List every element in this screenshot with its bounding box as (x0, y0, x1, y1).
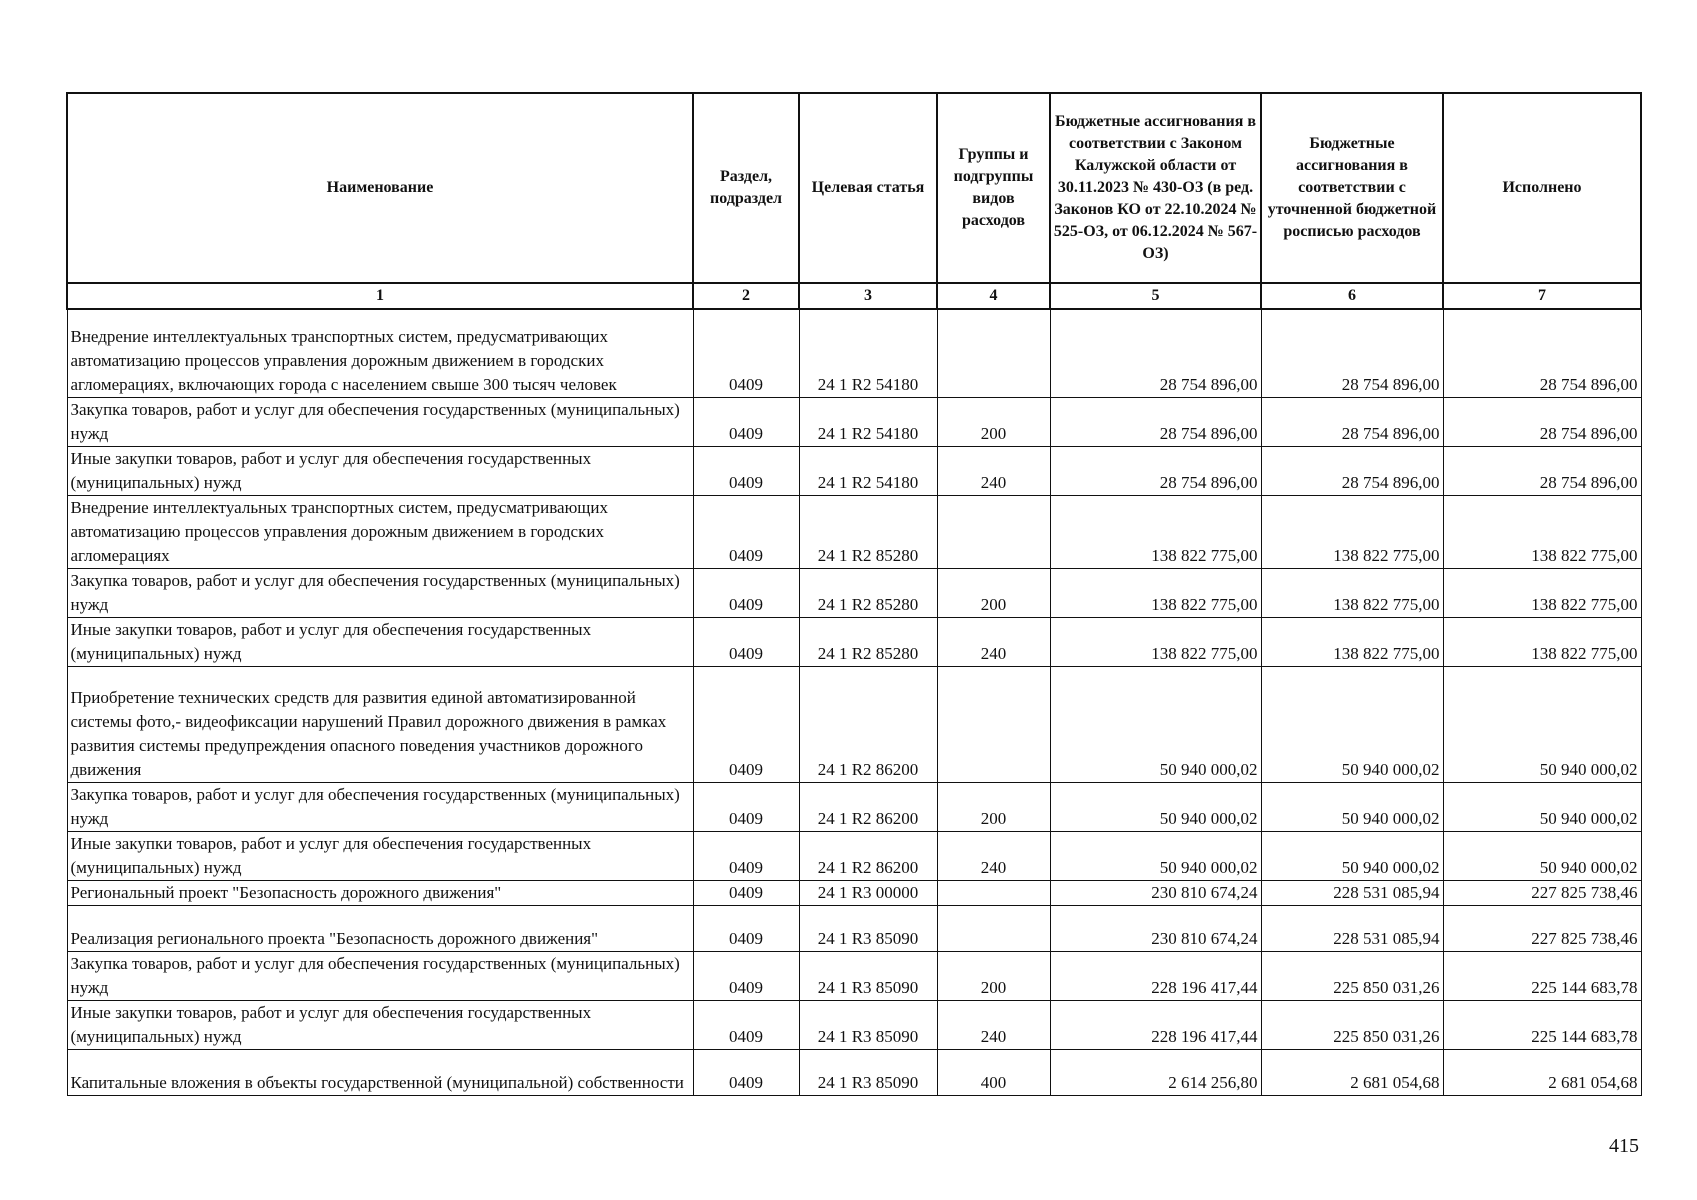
row-budget-law: 2 614 256,80 (1050, 1049, 1261, 1095)
row-name: Реализация регионального проекта "Безопасность дорожного движения" (67, 905, 693, 951)
row-article: 24 1 R2 86200 (799, 831, 937, 880)
row-section: 0409 (693, 495, 799, 568)
row-budget-refined: 138 822 775,00 (1261, 568, 1443, 617)
row-budget-law: 50 940 000,02 (1050, 782, 1261, 831)
row-section: 0409 (693, 1000, 799, 1049)
column-number: 5 (1050, 283, 1261, 309)
row-group: 200 (937, 782, 1050, 831)
row-section: 0409 (693, 905, 799, 951)
row-budget-refined: 28 754 896,00 (1261, 446, 1443, 495)
row-budget-law: 138 822 775,00 (1050, 617, 1261, 666)
column-number: 2 (693, 283, 799, 309)
row-budget-refined: 28 754 896,00 (1261, 309, 1443, 397)
table-row (67, 1049, 1641, 1095)
row-section: 0409 (693, 880, 799, 905)
row-group (937, 309, 1050, 397)
row-executed: 138 822 775,00 (1443, 495, 1641, 568)
row-executed: 2 681 054,68 (1443, 1049, 1641, 1095)
row-budget-refined: 228 531 085,94 (1261, 905, 1443, 951)
table-row (67, 568, 1641, 617)
row-budget-law: 230 810 674,24 (1050, 880, 1261, 905)
row-group: 200 (937, 568, 1050, 617)
row-budget-law: 138 822 775,00 (1050, 568, 1261, 617)
row-executed: 138 822 775,00 (1443, 568, 1641, 617)
row-name: Иные закупки товаров, работ и услуг для обеспечения государственных (муниципальных) нужд (67, 617, 693, 666)
table-row (67, 880, 1641, 905)
row-name: Иные закупки товаров, работ и услуг для обеспечения государственных (муниципальных) нужд (67, 1000, 693, 1049)
table-row (67, 495, 1641, 568)
table-row (67, 666, 1641, 782)
row-group: 240 (937, 1000, 1050, 1049)
row-section: 0409 (693, 951, 799, 1000)
budget-table (66, 92, 1642, 1096)
row-budget-law: 228 196 417,44 (1050, 1000, 1261, 1049)
header-budget-refined: Бюджетные ассигнования в соответствии с уточненной бюджетной росписью расходов (1261, 93, 1443, 283)
header-section: Раздел, подраздел (693, 93, 799, 283)
row-executed: 50 940 000,02 (1443, 831, 1641, 880)
table-row (67, 309, 1641, 397)
row-article: 24 1 R3 85090 (799, 1000, 937, 1049)
table-row (67, 831, 1641, 880)
row-budget-refined: 50 940 000,02 (1261, 782, 1443, 831)
row-section: 0409 (693, 1049, 799, 1095)
row-budget-law: 28 754 896,00 (1050, 446, 1261, 495)
row-group: 200 (937, 397, 1050, 446)
row-executed: 225 144 683,78 (1443, 1000, 1641, 1049)
row-article: 24 1 R2 85280 (799, 617, 937, 666)
table-row (67, 446, 1641, 495)
table-row (67, 397, 1641, 446)
row-budget-law: 50 940 000,02 (1050, 831, 1261, 880)
row-name: Закупка товаров, работ и услуг для обеспечения государственных (муниципальных) нужд (67, 568, 693, 617)
row-section: 0409 (693, 666, 799, 782)
row-budget-law: 28 754 896,00 (1050, 309, 1261, 397)
row-article: 24 1 R2 86200 (799, 782, 937, 831)
row-article: 24 1 R2 85280 (799, 495, 937, 568)
row-group: 240 (937, 446, 1050, 495)
row-name: Приобретение технических средств для развития единой автоматизированной системы фото,- видеофиксации нарушений Правил дорожного движения в рамках развития системы предупреждения опасного поведения участников дорожного движения (67, 666, 693, 782)
row-executed: 50 940 000,02 (1443, 666, 1641, 782)
table-body (67, 309, 1641, 1095)
row-name: Закупка товаров, работ и услуг для обеспечения государственных (муниципальных) нужд (67, 782, 693, 831)
row-group: 240 (937, 831, 1050, 880)
row-budget-law: 230 810 674,24 (1050, 905, 1261, 951)
row-name: Капитальные вложения в объекты государственной (муниципальной) собственности (67, 1049, 693, 1095)
row-budget-law: 28 754 896,00 (1050, 397, 1261, 446)
row-budget-law: 50 940 000,02 (1050, 666, 1261, 782)
table-row (67, 1000, 1641, 1049)
row-group: 200 (937, 951, 1050, 1000)
row-budget-law: 138 822 775,00 (1050, 495, 1261, 568)
row-budget-refined: 228 531 085,94 (1261, 880, 1443, 905)
row-section: 0409 (693, 446, 799, 495)
row-executed: 138 822 775,00 (1443, 617, 1641, 666)
column-number: 3 (799, 283, 937, 309)
row-executed: 28 754 896,00 (1443, 397, 1641, 446)
row-budget-refined: 225 850 031,26 (1261, 951, 1443, 1000)
page-number: 415 (1609, 1135, 1639, 1157)
row-article: 24 1 R2 54180 (799, 446, 937, 495)
row-executed: 50 940 000,02 (1443, 782, 1641, 831)
row-section: 0409 (693, 782, 799, 831)
table-row (67, 617, 1641, 666)
row-name: Внедрение интеллектуальных транспортных систем, предусматривающих автоматизацию процессов управления дорожным движением в городских агломерациях, включающих города с населением свыше 300 тысяч человек (67, 309, 693, 397)
row-budget-refined: 2 681 054,68 (1261, 1049, 1443, 1095)
row-executed: 227 825 738,46 (1443, 905, 1641, 951)
row-group (937, 905, 1050, 951)
row-budget-refined: 50 940 000,02 (1261, 666, 1443, 782)
row-article: 24 1 R2 85280 (799, 568, 937, 617)
table-row (67, 905, 1641, 951)
row-budget-refined: 50 940 000,02 (1261, 831, 1443, 880)
row-group: 240 (937, 617, 1050, 666)
row-budget-law: 228 196 417,44 (1050, 951, 1261, 1000)
row-section: 0409 (693, 309, 799, 397)
row-group: 400 (937, 1049, 1050, 1095)
table-row (67, 951, 1641, 1000)
header-executed: Исполнено (1443, 93, 1641, 283)
row-section: 0409 (693, 568, 799, 617)
column-number: 1 (67, 283, 693, 309)
row-budget-refined: 138 822 775,00 (1261, 617, 1443, 666)
row-executed: 28 754 896,00 (1443, 309, 1641, 397)
row-name: Внедрение интеллектуальных транспортных систем, предусматривающих автоматизацию процессов управления дорожным движением в городских агломерациях (67, 495, 693, 568)
row-section: 0409 (693, 831, 799, 880)
row-executed: 28 754 896,00 (1443, 446, 1641, 495)
row-section: 0409 (693, 617, 799, 666)
row-article: 24 1 R3 00000 (799, 880, 937, 905)
row-group (937, 495, 1050, 568)
row-group (937, 666, 1050, 782)
header-row (67, 93, 1641, 283)
column-number: 7 (1443, 283, 1641, 309)
row-name: Иные закупки товаров, работ и услуг для обеспечения государственных (муниципальных) нужд (67, 831, 693, 880)
row-article: 24 1 R3 85090 (799, 951, 937, 1000)
row-name: Иные закупки товаров, работ и услуг для обеспечения государственных (муниципальных) нужд (67, 446, 693, 495)
row-budget-refined: 138 822 775,00 (1261, 495, 1443, 568)
row-name: Закупка товаров, работ и услуг для обеспечения государственных (муниципальных) нужд (67, 397, 693, 446)
row-article: 24 1 R2 86200 (799, 666, 937, 782)
row-budget-refined: 225 850 031,26 (1261, 1000, 1443, 1049)
row-name: Региональный проект "Безопасность дорожного движения" (67, 880, 693, 905)
row-article: 24 1 R2 54180 (799, 309, 937, 397)
column-number: 4 (937, 283, 1050, 309)
header-budget-law: Бюджетные ассигнования в соответствии с Законом Калужской области от 30.11.2023 № 430-ОЗ (в ред. Законов КО от 22.10.2024 № 525-ОЗ, от 06.12.2024 № 567-ОЗ) (1050, 93, 1261, 283)
column-number-row (67, 283, 1641, 309)
row-article: 24 1 R3 85090 (799, 905, 937, 951)
row-executed: 227 825 738,46 (1443, 880, 1641, 905)
row-section: 0409 (693, 397, 799, 446)
header-name: Наименование (67, 93, 693, 283)
row-article: 24 1 R3 85090 (799, 1049, 937, 1095)
row-executed: 225 144 683,78 (1443, 951, 1641, 1000)
column-number: 6 (1261, 283, 1443, 309)
row-name: Закупка товаров, работ и услуг для обеспечения государственных (муниципальных) нужд (67, 951, 693, 1000)
row-budget-refined: 28 754 896,00 (1261, 397, 1443, 446)
header-article: Целевая статья (799, 93, 937, 283)
table-row (67, 782, 1641, 831)
row-group (937, 880, 1050, 905)
header-group: Группы и подгруппы видов расходов (937, 93, 1050, 283)
row-article: 24 1 R2 54180 (799, 397, 937, 446)
